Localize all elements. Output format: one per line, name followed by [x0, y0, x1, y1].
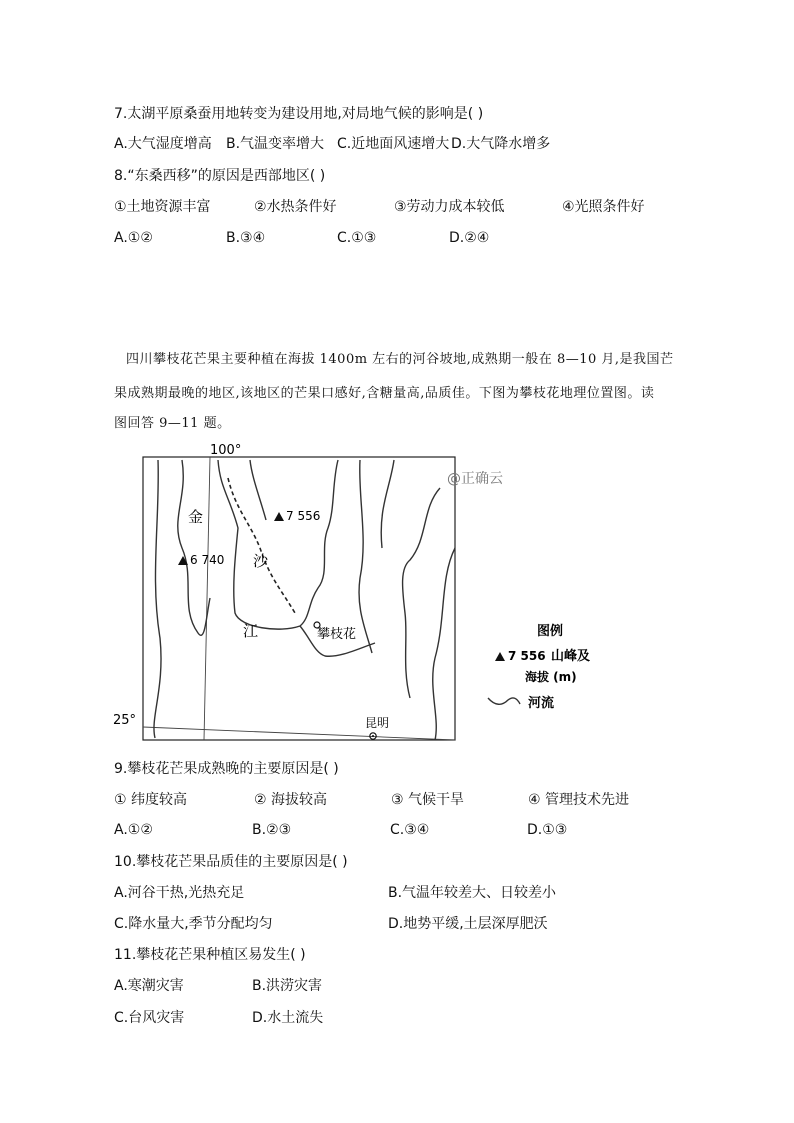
kunming-label: 昆明: [365, 716, 390, 730]
legend-peak-text: 山峰及: [551, 649, 591, 664]
q10-option-a: A.河谷干热,光热充足: [114, 885, 245, 901]
jiang-label: 江: [243, 622, 259, 640]
q8-item-2: ②水热条件好: [254, 199, 337, 215]
q9-item-4: ④ 管理技术先进: [528, 792, 630, 808]
peak-6740-label: 6 740: [190, 553, 225, 567]
latitude-label: 25°: [113, 713, 137, 728]
legend-river-icon: [488, 698, 520, 704]
legend-peak-number: 7 556: [508, 649, 546, 663]
peak-icon: [274, 512, 284, 521]
map-frame: [143, 457, 455, 740]
q10-option-c: C.降水量大,季节分配均匀: [114, 916, 273, 932]
q8-option-b: B.③④: [226, 230, 266, 246]
meridian-100: [204, 457, 210, 740]
legend-peak-icon: [495, 652, 505, 661]
longitude-label: 100°: [210, 443, 242, 458]
river-west-2: [154, 460, 161, 738]
river-far-east: [433, 548, 455, 740]
legend-peak-unit: 海拔 (m): [525, 670, 577, 684]
province-boundary: [228, 478, 295, 613]
river-north: [381, 460, 394, 548]
sha-label: 沙: [253, 552, 269, 570]
panzhihua-location-map: [110, 438, 600, 748]
q7-option-b: B.气温变率增大: [226, 136, 325, 152]
q10-stem: 10.攀枝花芒果品质佳的主要原因是( ): [114, 854, 348, 870]
q8-stem: 8.“东桑西移”的原因是西部地区( ): [114, 168, 326, 184]
q8-item-3: ③劳动力成本较低: [394, 199, 505, 215]
q10-option-b: B.气温年较差大、日较差小: [388, 885, 557, 901]
q9-option-b: B.②③: [252, 822, 292, 838]
parallel-25: [143, 727, 455, 740]
legend-river-label: 河流: [528, 696, 555, 711]
river-lines: [154, 460, 455, 740]
q9-stem: 9.攀枝花芒果成熟晚的主要原因是( ): [114, 761, 339, 777]
river-tributary: [250, 460, 266, 520]
jinsha-river: [218, 460, 338, 629]
river-west-1: [178, 460, 210, 635]
q7-option-d: D.大气降水增多: [451, 136, 551, 152]
q8-item-4: ④光照条件好: [562, 199, 645, 215]
q7-option-a: A.大气湿度增高: [114, 136, 212, 152]
q9-option-c: C.③④: [390, 822, 430, 838]
q11-stem: 11.攀枝花芒果种植区易发生( ): [114, 947, 306, 963]
panzhihua-label: 攀枝花: [317, 627, 357, 642]
jin-label: 金: [188, 508, 204, 526]
q11-option-b: B.洪涝灾害: [252, 978, 323, 994]
passage-line-2: 果成熟期最晚的地区,该地区的芒果口感好,含糖量高,品质佳。下图为攀枝花地理位置图。读: [114, 386, 655, 401]
q9-option-d: D.①③: [527, 822, 568, 838]
river-east: [403, 488, 440, 698]
q9-item-3: ③ 气候干旱: [391, 792, 465, 808]
q11-option-d: D.水土流失: [252, 1010, 324, 1026]
q9-option-a: A.①②: [114, 822, 153, 838]
q11-option-c: C.台风灾害: [114, 1010, 185, 1026]
passage-line-1: 四川攀枝花芒果主要种植在海拔 1400m 左右的河谷坡地,成熟期一般在 8—10 月,是我国芒: [126, 352, 674, 367]
river-middle: [359, 460, 372, 653]
q7-stem: 7.太湖平原桑蚕用地转变为建设用地,对局地气候的影响是( ): [114, 106, 484, 122]
q10-option-d: D.地势平缓,土层深厚肥沃: [388, 916, 548, 932]
q7-option-c: C.近地面风速增大: [337, 136, 450, 152]
q8-option-d: D.②④: [449, 230, 490, 246]
passage-line-3: 图回答 9—11 题。: [114, 416, 231, 431]
peak-7556-label: 7 556: [286, 509, 321, 523]
q9-item-1: ① 纬度较高: [114, 792, 188, 808]
watermark: @正确云: [447, 471, 503, 487]
q11-option-a: A.寒潮灾害: [114, 978, 184, 994]
q8-item-1: ①土地资源丰富: [114, 199, 211, 215]
q8-option-a: A.①②: [114, 230, 153, 246]
legend-title: 图例: [537, 624, 564, 639]
q8-option-c: C.①③: [337, 230, 377, 246]
q9-item-2: ② 海拔较高: [254, 792, 328, 808]
